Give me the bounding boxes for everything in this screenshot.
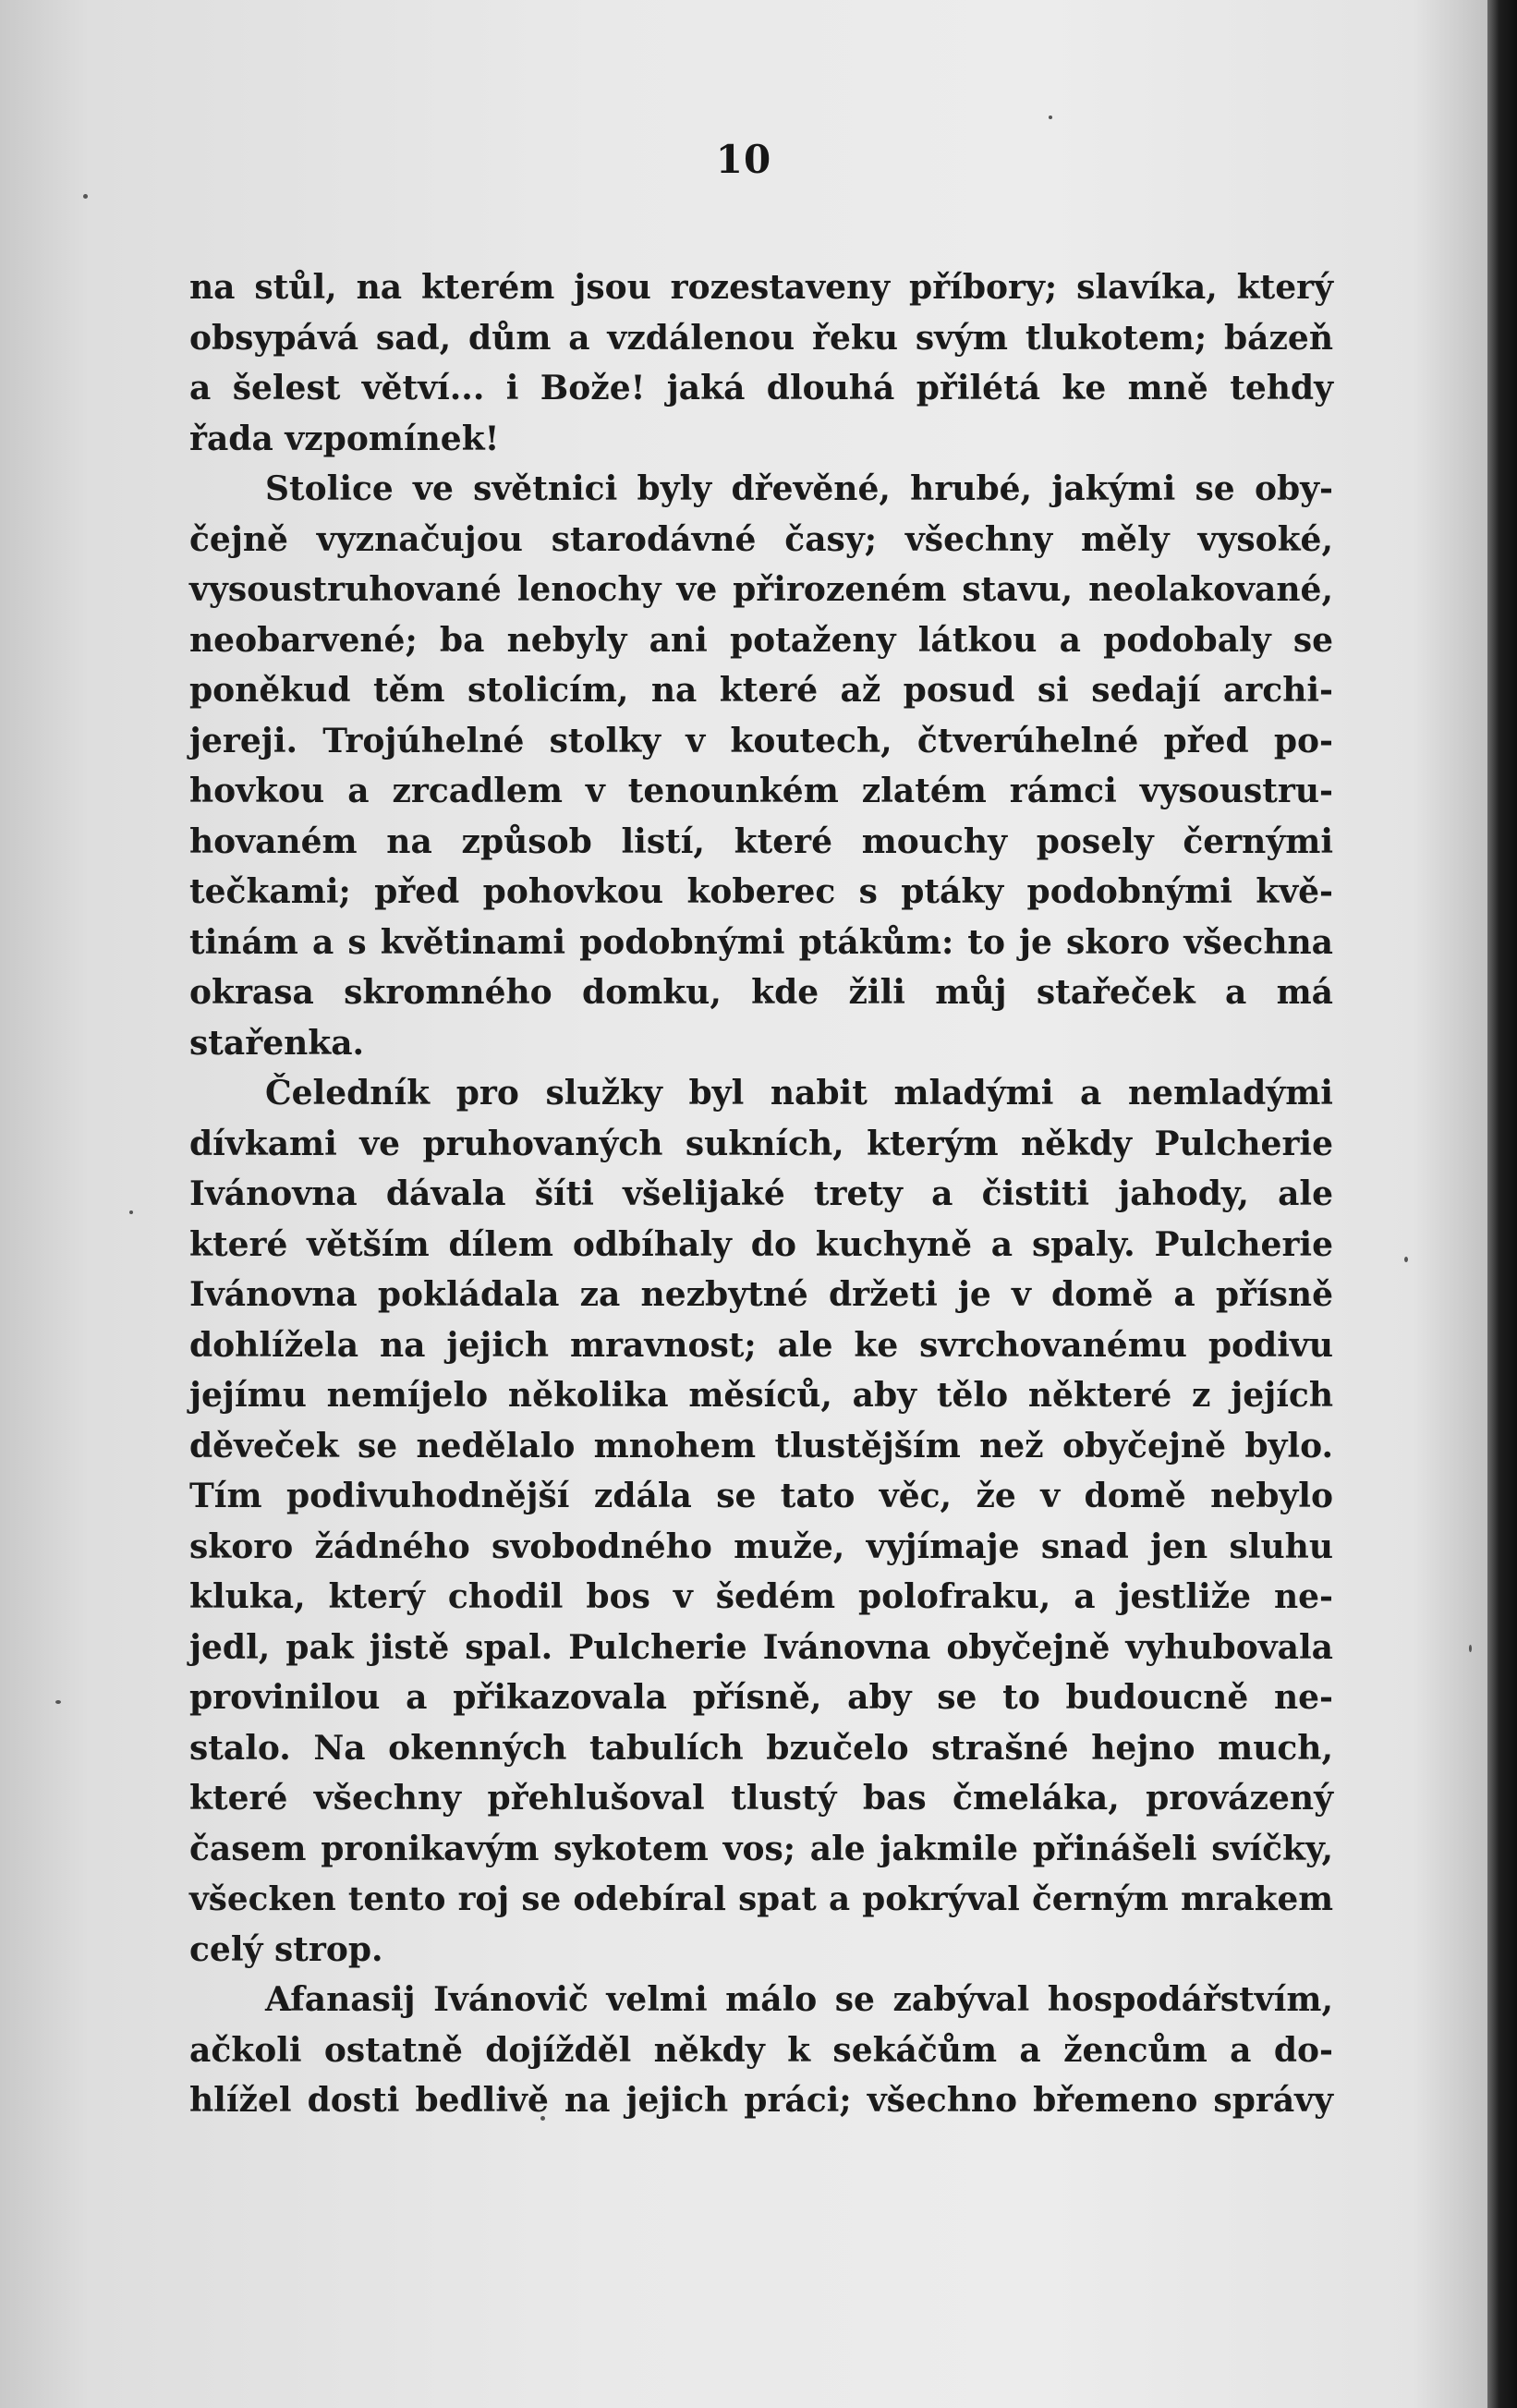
text-line: všecken tento roj se odebíral spat a pokrýval černým mrakem bbox=[189, 1879, 1333, 1918]
text-line: děveček se nedělalo mnohem tlustějším než obyčejně bylo. bbox=[189, 1426, 1333, 1465]
text-line: hovaném na způsob listí, které mouchy posely černými bbox=[189, 821, 1333, 861]
text-line: stařenka. bbox=[189, 1023, 365, 1063]
text-line: celý strop. bbox=[189, 1929, 383, 1969]
text-line: na stůl, na kterém jsou rozestaveny příbory; slavíka, který bbox=[189, 268, 1333, 307]
text-line: provinilou a přikazovala přísně, aby se to budoucně ne- bbox=[189, 1678, 1333, 1717]
text-line: a šelest větví... i Bože! jaká dlouhá přilétá ke mně tehdy bbox=[189, 369, 1333, 407]
text-line: Afanasij Ivánovič velmi málo se zabýval hospodářstvím, bbox=[265, 1980, 1333, 2019]
text-line: hovkou a zrcadlem v tenounkém zlatém rámci vysoustru- bbox=[189, 772, 1333, 810]
text-line: jedl, pak jistě spal. Pulcherie Ivánovna obyčejně vyhubovala bbox=[189, 1627, 1333, 1667]
text-line: ačkoli ostatně dojížděl někdy k sekáčům a žencům a do- bbox=[189, 2030, 1333, 2070]
text-line: které všechny přehlušoval tlustý bas čmeláka, provázený bbox=[189, 1779, 1333, 1818]
text-line: jereji. Trojúhelné stolky v koutech, čtverúhelné před po- bbox=[189, 721, 1333, 760]
text-line: stalo. Na okenných tabulích bzučelo strašné hejno much, bbox=[189, 1728, 1333, 1768]
text-line: Ivánovna dávala šíti všelijaké trety a čistiti jahody, ale bbox=[189, 1174, 1333, 1213]
text-line: Tím podivuhodnější zdála se tato věc, že v domě nebylo bbox=[189, 1477, 1333, 1515]
text-line: obsypává sad, dům a vzdálenou řeku svým tlukotem; bázeň bbox=[189, 318, 1333, 358]
text-line: čejně vyznačujou starodávné časy; všechny měly vysoké, bbox=[189, 519, 1333, 559]
text-line: Ivánovna pokládala za nezbytné držeti je v domě a přísně bbox=[189, 1275, 1333, 1314]
text-line: které větším dílem odbíhaly do kuchyně a spaly. Pulcherie bbox=[189, 1224, 1333, 1264]
text-line: vysoustruhované lenochy ve přirozeném stavu, neolakované, bbox=[189, 570, 1333, 609]
text-line: okrasa skromného domku, kde žili můj stařeček a má bbox=[189, 973, 1333, 1012]
text-line: tinám a s květinami podobnými ptákům: to je skoro všechna bbox=[189, 922, 1333, 962]
text-line: skoro žádného svobodného muže, vyjímaje snad jen sluhu bbox=[189, 1526, 1333, 1566]
text-line: jejímu nemíjelo několika měsíců, aby tělo některé z jejích bbox=[189, 1376, 1333, 1415]
text-line: hlížel dosti bedlivě na jejich práci; všechno břemeno správy bbox=[189, 2081, 1333, 2120]
text-line: Čeledník pro služky byl nabit mladými a nemladými bbox=[265, 1074, 1333, 1113]
text-line: neobarvené; ba nebyly ani potaženy látkou a podobaly se bbox=[189, 620, 1333, 660]
text-line: časem pronikavým sykotem vos; ale jakmile přinášeli svíčky, bbox=[189, 1829, 1333, 1868]
page-number: 10 bbox=[715, 137, 772, 182]
text-line: Stolice ve světnici byly dřevěné, hrubé, jakými se oby- bbox=[265, 469, 1333, 508]
body-text bbox=[189, 262, 1333, 2126]
text-line: řada vzpomínek! bbox=[189, 419, 500, 458]
text-line: dohlížela na jejich mravnost; ale ke svrchovanému podivu bbox=[189, 1325, 1333, 1365]
text-line: poněkud těm stolicím, na které až posud si sedají archi- bbox=[189, 671, 1333, 710]
text-line: tečkami; před pohovkou koberec s ptáky podobnými kvě- bbox=[189, 872, 1333, 911]
book-spine-edge bbox=[1487, 0, 1517, 2408]
text-line: dívkami ve pruhovaných sukních, kterým někdy Pulcherie bbox=[189, 1124, 1333, 1163]
text-line: kluka, který chodil bos v šedém polofraku, a jestliže ne- bbox=[189, 1577, 1333, 1616]
